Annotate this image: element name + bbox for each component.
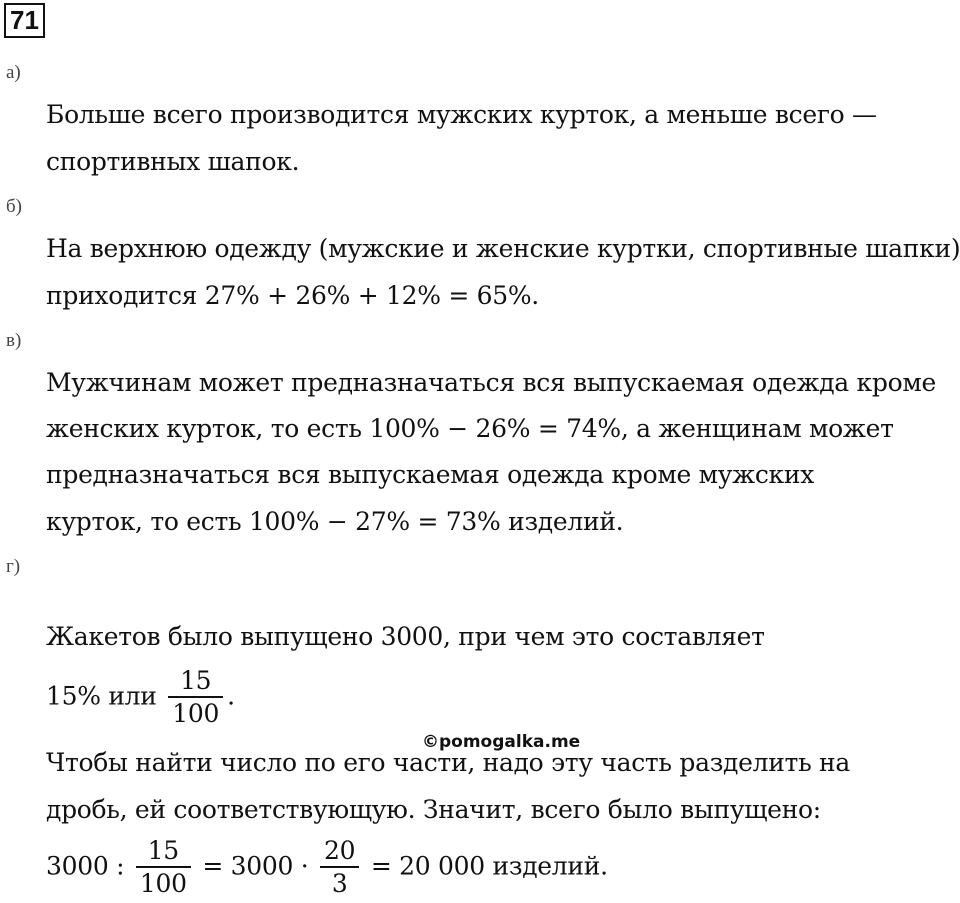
part-g-calculation	[46, 836, 608, 900]
part-g-line-4: дробь, ей соответствующую. Значит, всего было выпущено:	[46, 795, 821, 824]
part-v-line-3: предназначаться вся выпускаемая одежда кроме мужских	[46, 460, 815, 489]
fraction-15-100	[168, 666, 223, 730]
part-g-line-2	[46, 666, 235, 730]
watermark: ©pomogalka.me	[422, 732, 581, 752]
fraction-denominator: 100	[168, 696, 223, 730]
problem-number: 71	[4, 3, 45, 38]
part-label-b: б)	[6, 196, 22, 217]
part-b-line-2: приходится 27% + 26% + 12% = 65%.	[46, 281, 539, 310]
fraction-numerator: 15	[147, 836, 179, 865]
part-a-line-1: Больше всего производится мужских курток, а меньше всего —	[46, 100, 877, 129]
part-b-line-1: На верхнюю одежду (мужские и женские куртки, спортивные шапки)	[46, 234, 960, 263]
part-label-v: в)	[6, 330, 22, 351]
fraction-20-3	[320, 836, 359, 900]
part-g-line-2-prefix: 15% или	[46, 681, 157, 711]
fraction-numerator: 15	[180, 666, 212, 695]
calc-suffix: = 20 000 изделий.	[370, 851, 608, 881]
part-label-a: а)	[6, 62, 21, 83]
part-g-line-1: Жакетов было выпущено 3000, при чем это составляет	[46, 622, 765, 651]
fraction-numerator: 20	[324, 836, 356, 865]
part-v-line-4: курток, то есть 100% − 27% = 73% изделий.	[46, 507, 624, 536]
part-a-line-2: спортивных шапок.	[46, 147, 300, 176]
fraction-denominator: 100	[136, 866, 191, 900]
fraction-15-100-calc	[136, 836, 191, 900]
part-v-line-1: Мужчинам может предназначаться вся выпускаемая одежда кроме	[46, 368, 936, 397]
calc-prefix: 3000 :	[46, 851, 125, 881]
part-g-line-2-suffix: .	[227, 681, 235, 711]
part-v-line-2: женских курток, то есть 100% − 26% = 74%, а женщинам может	[46, 414, 894, 443]
fraction-denominator: 3	[320, 866, 359, 900]
calc-mid: = 3000 ·	[202, 851, 309, 881]
part-g-line-3: Чтобы найти число по его части, надо эту часть разделить на	[46, 748, 851, 777]
part-label-g: г)	[6, 556, 21, 577]
